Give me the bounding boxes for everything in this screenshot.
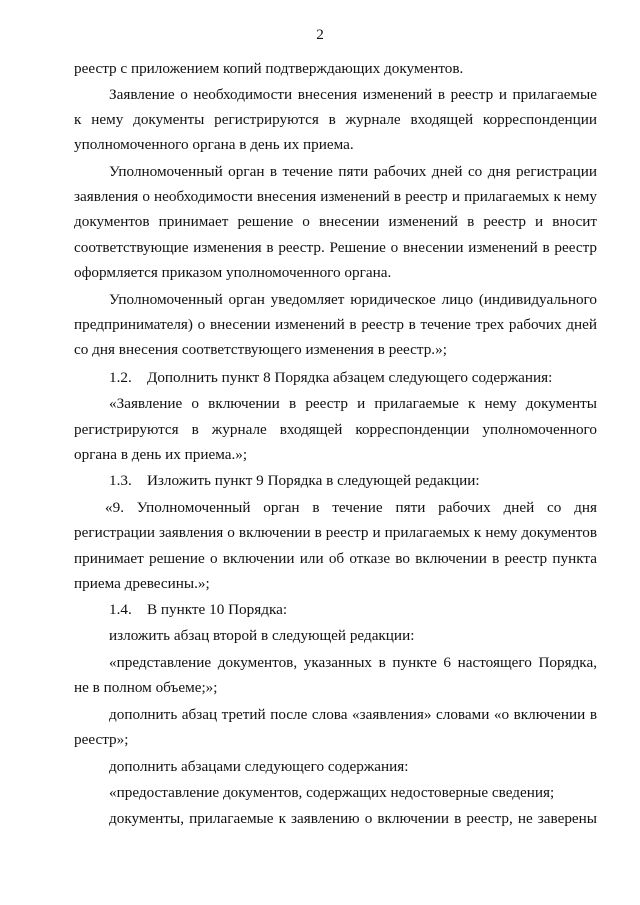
text-line: «предоставление документов, содержащих недостоверные сведения;	[109, 784, 555, 801]
text-line: реестр»;	[74, 731, 129, 748]
text-line: уполномоченного органа в день их приема.	[74, 136, 354, 153]
text-line: не в полном объеме;»;	[74, 679, 218, 696]
text-line: 1.3. Изложить пункт 9 Порядка в следующей редакции:	[109, 472, 480, 489]
text-line: «представление документов, указанных в пункте 6 настоящего Порядка,	[109, 654, 597, 671]
text-line: к нему документы регистрируются в журнале входящей корреспонденции	[74, 111, 597, 128]
text-line: дополнить абзац третий после слова «заявления» словами «о включении в	[109, 706, 597, 723]
text-line: приема древесины.»;	[74, 575, 210, 592]
text-line: соответствующие изменения в реестр. Решение о внесении изменений в реестр	[74, 239, 597, 256]
text-line: органа в день их приема.»;	[74, 446, 248, 463]
page-number: 2	[316, 26, 324, 43]
text-line: 1.4. В пункте 10 Порядка:	[109, 601, 288, 618]
text-line: со дня внесения соответствующего изменения в реестр.»;	[74, 341, 447, 358]
text-line: регистрации заявления о включении в реестр и прилагаемых к нему документов	[74, 524, 597, 541]
text-line: Заявление о необходимости внесения изменений в реестр и прилагаемые	[109, 86, 597, 103]
text-line: Уполномоченный орган в течение пяти рабочих дней со дня регистрации	[109, 163, 597, 180]
text-line: оформляется приказом уполномоченного органа.	[74, 264, 392, 281]
text-line: регистрируются в журнале входящей корреспонденции уполномоченного	[74, 421, 597, 438]
text-line: «Заявление о включении в реестр и прилагаемые к нему документы	[109, 395, 597, 412]
text-line: Уполномоченный орган уведомляет юридическое лицо (индивидуального	[109, 291, 597, 308]
text-line: «9. Уполномоченный орган в течение пяти рабочих дней со дня	[105, 499, 597, 516]
text-line: предпринимателя) о внесении изменений в реестр в течение трех рабочих дней	[74, 316, 597, 333]
text-line: документы, прилагаемые к заявлению о включении в реестр, не заверены	[109, 810, 597, 827]
text-line: реестр с приложением копий подтверждающих документов.	[74, 60, 464, 77]
text-line: принимает решение о включении или об отказе во включении в реестр пункта	[74, 550, 597, 567]
text-line: документов принимает решение о внесении изменений в реестр и вносит	[74, 213, 597, 230]
text-line: 1.2. Дополнить пункт 8 Порядка абзацем следующего содержания:	[109, 369, 553, 386]
text-line: дополнить абзацами следующего содержания:	[109, 758, 409, 775]
text-line: заявления о необходимости внесения изменений в реестр и прилагаемых к нему	[74, 188, 597, 205]
text-line: изложить абзац второй в следующей редакции:	[109, 627, 415, 644]
